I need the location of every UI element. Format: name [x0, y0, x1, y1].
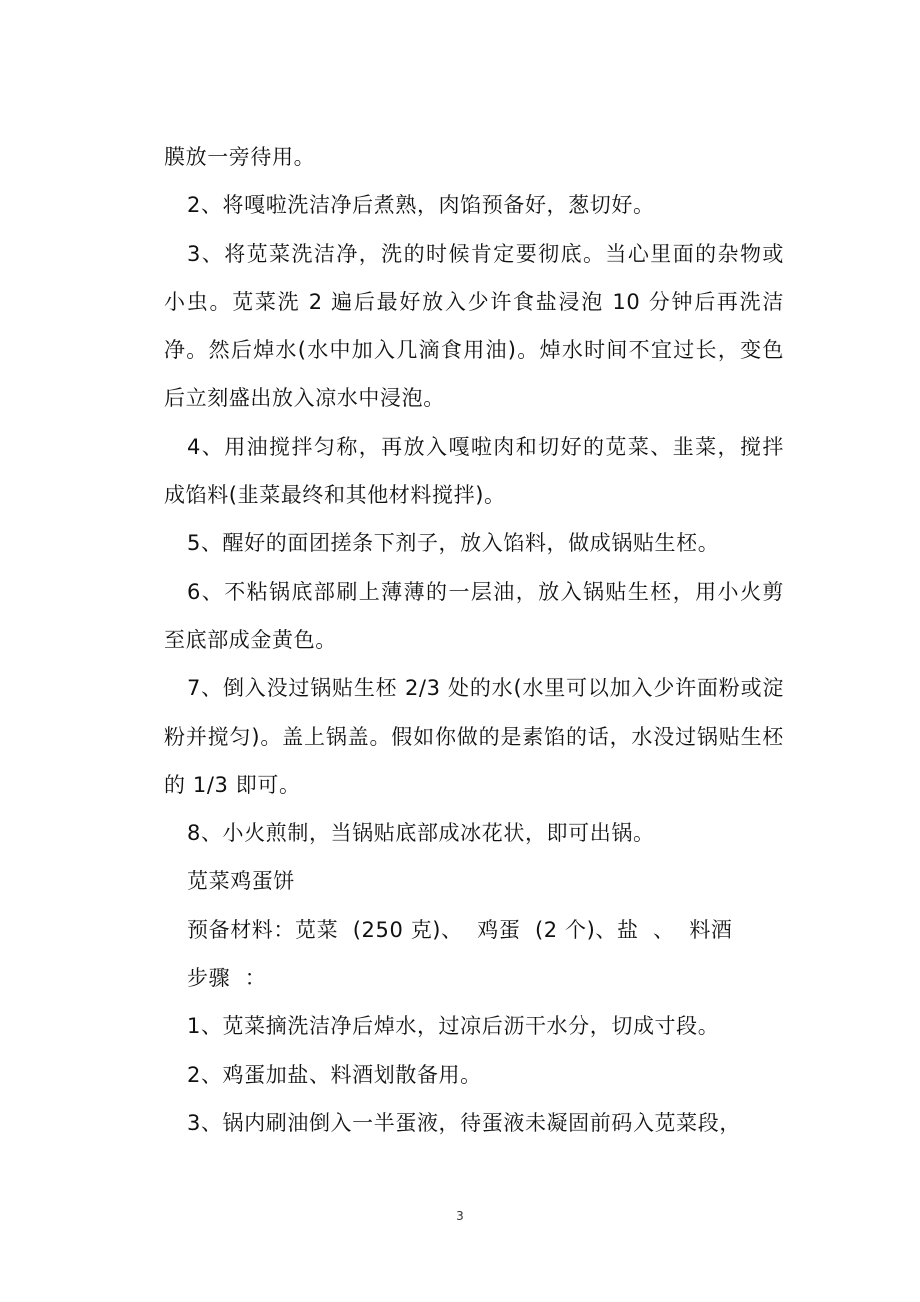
paragraph-egg-step-2: 2、鸡蛋加盐、料酒划散备用。 — [187, 1062, 482, 1087]
paragraph-step-6: 6、不粘锅底部刷上薄薄的一层油，放入锅贴生柸，用小火剪至底部成金黄色。 — [164, 579, 784, 652]
ingredients-line: 预备材料：苋菜 (250 克)、 鸡蛋 (2 个)、盐 、 料酒 — [187, 917, 733, 942]
document-body — [164, 133, 784, 1147]
paragraph-step-8: 8、小火煎制，当锅贴底部成冰花状，即可出锅。 — [187, 821, 655, 846]
paragraph-continuation: 膜放一旁待用。 — [164, 145, 316, 169]
paragraph-egg-step-1: 1、苋菜摘洗洁净后焯水，过凉后沥干水分，切成寸段。 — [187, 1014, 720, 1039]
recipe-title: 苋菜鸡蛋饼 — [187, 869, 295, 894]
steps-heading: 步骤 ： — [187, 966, 267, 991]
paragraph-step-5: 5、醒好的面团搓条下剂子，放入馅料，做成锅贴生柸。 — [187, 531, 720, 556]
paragraph-egg-step-3: 3、锅内刷油倒入一半蛋液，待蛋液未凝固前码入苋菜段， — [187, 1110, 741, 1135]
paragraph-step-2: 2、将嘎啦洗洁净后煮熟，肉馅预备好，葱切好。 — [187, 193, 655, 218]
paragraph-step-3: 3、将苋菜洗洁净，洗的时候肯定要彻底。当心里面的杂物或小虫。苋菜洗 2 遍后最好放入少许食盐浸泡 10 分钟后再洗洁净。然后焯水(水中加入几滴食用油)。焯水时间不宜过长，变色后立刻盛出放入凉水中浸泡。 — [164, 241, 784, 411]
page-number: 3 — [456, 1209, 464, 1223]
paragraph-step-4: 4、用油搅拌匀称，再放入嘎啦肉和切好的苋菜、韭菜，搅拌成馅料(韭菜最终和其他材料搅拌)。 — [164, 434, 784, 508]
paragraph-step-7: 7、倒入没过锅贴生柸 2/3 处的水(水里可以加入少许面粉或淀粉并搅匀)。盖上锅盖。假如你做的是素馅的话，水没过锅贴生柸的 1/3 即可。 — [164, 676, 784, 797]
